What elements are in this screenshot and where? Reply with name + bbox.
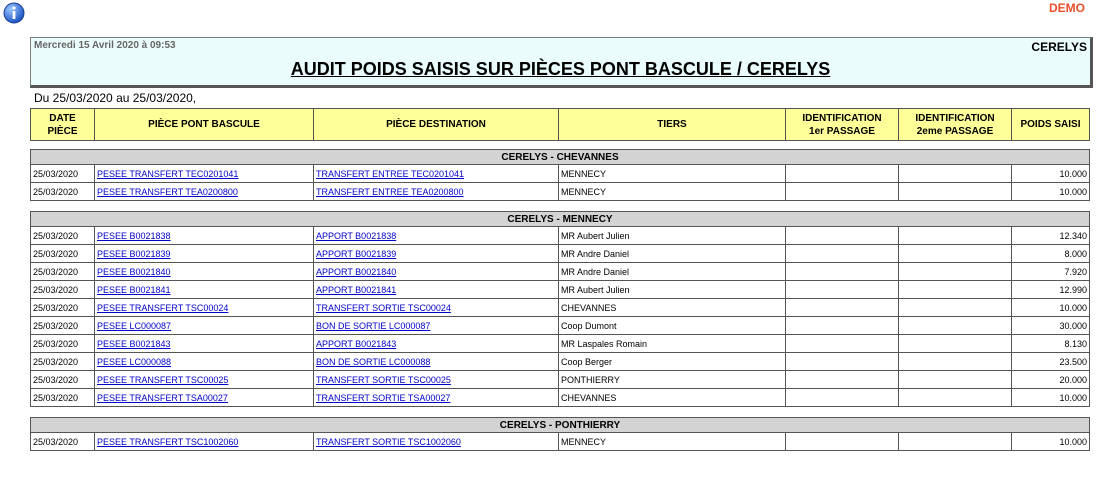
- table-row: [31, 433, 1090, 451]
- piece-pont-bascule-link[interactable]: PESEE B0021840: [97, 266, 171, 277]
- poids-saisi-cell: 8.130: [1012, 335, 1090, 353]
- report-date: Mercredi 15 Avril 2020 à 09:53: [34, 40, 176, 51]
- group-name: CERELYS - PONTHIERRY: [31, 418, 1090, 433]
- group-header-row: [31, 150, 1090, 165]
- date-cell: 25/03/2020: [31, 317, 95, 335]
- tiers-cell: MENNECY: [559, 165, 786, 183]
- date-cell: 25/03/2020: [31, 371, 95, 389]
- identification-2-cell: [899, 353, 1012, 371]
- identification-2-cell: [899, 389, 1012, 407]
- identification-1-cell: [786, 165, 899, 183]
- date-cell: 25/03/2020: [31, 299, 95, 317]
- piece-destination-link[interactable]: TRANSFERT SORTIE TSC00025: [316, 374, 451, 385]
- piece-pont-bascule-link[interactable]: PESEE LC000087: [97, 320, 172, 331]
- piece-destination-cell: [314, 227, 559, 245]
- identification-1-cell: [786, 227, 899, 245]
- piece-destination-cell: [314, 165, 559, 183]
- identification-1-cell: [786, 389, 899, 407]
- piece-pont-bascule-cell: [95, 281, 314, 299]
- col-header-destination: PIÈCE DESTINATION: [314, 109, 559, 141]
- column-header-row: [31, 109, 1090, 141]
- piece-pont-bascule-link[interactable]: PESEE TRANSFERT TSC00024: [97, 302, 229, 313]
- piece-destination-cell: [314, 183, 559, 201]
- group-table: [30, 417, 1090, 451]
- poids-saisi-cell: 12.990: [1012, 281, 1090, 299]
- piece-destination-cell: [314, 389, 559, 407]
- tiers-cell: Coop Berger: [559, 353, 786, 371]
- tiers-cell: MR Andre Daniel: [559, 245, 786, 263]
- poids-saisi-cell: 10.000: [1012, 433, 1090, 451]
- piece-pont-bascule-link[interactable]: PESEE TRANSFERT TSC00025: [97, 374, 229, 385]
- company-name: CERELYS: [1031, 40, 1087, 54]
- identification-2-cell: [899, 371, 1012, 389]
- piece-pont-bascule-cell: [95, 299, 314, 317]
- identification-1-cell: [786, 281, 899, 299]
- poids-saisi-cell: 23.500: [1012, 353, 1090, 371]
- report-period: Du 25/03/2020 au 25/03/2020,: [34, 91, 197, 105]
- piece-pont-bascule-cell: [95, 353, 314, 371]
- date-cell: 25/03/2020: [31, 433, 95, 451]
- identification-2-cell: [899, 245, 1012, 263]
- tiers-cell: CHEVANNES: [559, 299, 786, 317]
- date-cell: 25/03/2020: [31, 335, 95, 353]
- piece-pont-bascule-link[interactable]: PESEE B0021838: [97, 230, 171, 241]
- identification-2-cell: [899, 183, 1012, 201]
- identification-2-cell: [899, 317, 1012, 335]
- poids-saisi-cell: 10.000: [1012, 299, 1090, 317]
- date-cell: 25/03/2020: [31, 227, 95, 245]
- table-row: [31, 317, 1090, 335]
- piece-pont-bascule-cell: [95, 371, 314, 389]
- date-cell: 25/03/2020: [31, 353, 95, 371]
- group-name: CERELYS - CHEVANNES: [31, 150, 1090, 165]
- piece-destination-cell: [314, 263, 559, 281]
- tiers-cell: MR Aubert Julien: [559, 281, 786, 299]
- identification-1-cell: [786, 371, 899, 389]
- col-header-tiers: TIERS: [559, 109, 786, 141]
- piece-pont-bascule-link[interactable]: PESEE LC000088: [97, 356, 172, 367]
- group-header-row: [31, 418, 1090, 433]
- identification-1-cell: [786, 245, 899, 263]
- piece-destination-link[interactable]: TRANSFERT ENTREE TEC0201041: [316, 168, 465, 179]
- piece-pont-bascule-cell: [95, 317, 314, 335]
- piece-pont-bascule-cell: [95, 165, 314, 183]
- piece-destination-link[interactable]: APPORT B0021843: [316, 338, 397, 349]
- piece-destination-cell: [314, 281, 559, 299]
- piece-pont-bascule-link[interactable]: PESEE TRANSFERT TEC0201041: [97, 168, 239, 179]
- demo-label: DEMO: [1049, 1, 1085, 15]
- table-row: [31, 389, 1090, 407]
- piece-pont-bascule-link[interactable]: PESEE B0021839: [97, 248, 171, 259]
- table-row: [31, 281, 1090, 299]
- poids-saisi-cell: 7.920: [1012, 263, 1090, 281]
- piece-destination-cell: [314, 433, 559, 451]
- piece-destination-cell: [314, 335, 559, 353]
- poids-saisi-cell: 8.000: [1012, 245, 1090, 263]
- poids-saisi-cell: 20.000: [1012, 371, 1090, 389]
- piece-destination-link[interactable]: BON DE SORTIE LC000088: [316, 356, 431, 367]
- date-cell: 25/03/2020: [31, 245, 95, 263]
- tiers-cell: MENNECY: [559, 433, 786, 451]
- piece-destination-link[interactable]: APPORT B0021838: [316, 230, 397, 241]
- identification-1-cell: [786, 183, 899, 201]
- date-cell: 25/03/2020: [31, 281, 95, 299]
- table-row: [31, 353, 1090, 371]
- date-cell: 25/03/2020: [31, 263, 95, 281]
- piece-destination-cell: [314, 353, 559, 371]
- piece-pont-bascule-link[interactable]: PESEE TRANSFERT TSC1002060: [97, 436, 239, 447]
- report-title: AUDIT POIDS SAISIS SUR PIÈCES PONT BASCULE / CERELYS: [290, 59, 831, 79]
- identification-2-cell: [899, 335, 1012, 353]
- date-cell: 25/03/2020: [31, 183, 95, 201]
- identification-2-cell: [899, 299, 1012, 317]
- group-table: [30, 149, 1090, 201]
- tiers-cell: MENNECY: [559, 183, 786, 201]
- tiers-cell: CHEVANNES: [559, 389, 786, 407]
- report-header: [30, 37, 1093, 88]
- identification-1-cell: [786, 335, 899, 353]
- table-row: [31, 335, 1090, 353]
- piece-destination-link[interactable]: TRANSFERT SORTIE TSA00027: [316, 392, 451, 403]
- poids-saisi-cell: 10.000: [1012, 183, 1090, 201]
- piece-destination-link[interactable]: APPORT B0021841: [316, 284, 397, 295]
- piece-destination-link[interactable]: BON DE SORTIE LC000087: [316, 320, 431, 331]
- group-table: [30, 211, 1090, 407]
- identification-2-cell: [899, 263, 1012, 281]
- piece-pont-bascule-link[interactable]: PESEE TRANSFERT TSA00027: [97, 392, 228, 403]
- date-cell: 25/03/2020: [31, 389, 95, 407]
- piece-destination-link[interactable]: APPORT B0021840: [316, 266, 397, 277]
- piece-pont-bascule-cell: [95, 335, 314, 353]
- identification-1-cell: [786, 353, 899, 371]
- info-icon[interactable]: [3, 2, 25, 24]
- col-header-id2: IDENTIFICATION 2eme PASSAGE: [899, 109, 1012, 141]
- tiers-cell: Coop Dumont: [559, 317, 786, 335]
- piece-destination-cell: [314, 317, 559, 335]
- table-row: [31, 299, 1090, 317]
- group-name: CERELYS - MENNECY: [31, 212, 1090, 227]
- piece-pont-bascule-link[interactable]: PESEE TRANSFERT TEA0200800: [97, 186, 238, 197]
- piece-pont-bascule-cell: [95, 433, 314, 451]
- tiers-cell: MR Aubert Julien: [559, 227, 786, 245]
- table-row: [31, 183, 1090, 201]
- col-header-date: DATE PIÈCE: [31, 109, 95, 141]
- date-cell: 25/03/2020: [31, 165, 95, 183]
- table-row: [31, 263, 1090, 281]
- tiers-cell: MR Andre Daniel: [559, 263, 786, 281]
- table-row: [31, 371, 1090, 389]
- identification-1-cell: [786, 433, 899, 451]
- identification-2-cell: [899, 433, 1012, 451]
- piece-pont-bascule-cell: [95, 245, 314, 263]
- column-header-table: [30, 108, 1090, 141]
- piece-destination-link[interactable]: TRANSFERT SORTIE TSC00024: [316, 302, 451, 313]
- piece-pont-bascule-cell: [95, 263, 314, 281]
- col-header-poids: POIDS SAISI: [1012, 109, 1090, 141]
- piece-pont-bascule-link[interactable]: PESEE B0021843: [97, 338, 171, 349]
- poids-saisi-cell: 10.000: [1012, 389, 1090, 407]
- table-row: [31, 245, 1090, 263]
- group-header-row: [31, 212, 1090, 227]
- table-row: [31, 227, 1090, 245]
- piece-pont-bascule-link[interactable]: PESEE B0021841: [97, 284, 171, 295]
- col-header-id1: IDENTIFICATION 1er PASSAGE: [786, 109, 899, 141]
- piece-destination-cell: [314, 299, 559, 317]
- piece-destination-cell: [314, 245, 559, 263]
- tiers-cell: PONTHIERRY: [559, 371, 786, 389]
- identification-1-cell: [786, 263, 899, 281]
- table-row: [31, 165, 1090, 183]
- identification-2-cell: [899, 281, 1012, 299]
- identification-1-cell: [786, 317, 899, 335]
- identification-1-cell: [786, 299, 899, 317]
- identification-2-cell: [899, 227, 1012, 245]
- tiers-cell: MR Laspales Romain: [559, 335, 786, 353]
- poids-saisi-cell: 10.000: [1012, 165, 1090, 183]
- piece-destination-link[interactable]: TRANSFERT SORTIE TSC1002060: [316, 436, 461, 447]
- piece-destination-link[interactable]: TRANSFERT ENTREE TEA0200800: [316, 186, 464, 197]
- identification-2-cell: [899, 165, 1012, 183]
- poids-saisi-cell: 30.000: [1012, 317, 1090, 335]
- piece-destination-cell: [314, 371, 559, 389]
- poids-saisi-cell: 12.340: [1012, 227, 1090, 245]
- col-header-piece: PIÈCE PONT BASCULE: [95, 109, 314, 141]
- piece-pont-bascule-cell: [95, 389, 314, 407]
- piece-destination-link[interactable]: APPORT B0021839: [316, 248, 397, 259]
- piece-pont-bascule-cell: [95, 227, 314, 245]
- piece-pont-bascule-cell: [95, 183, 314, 201]
